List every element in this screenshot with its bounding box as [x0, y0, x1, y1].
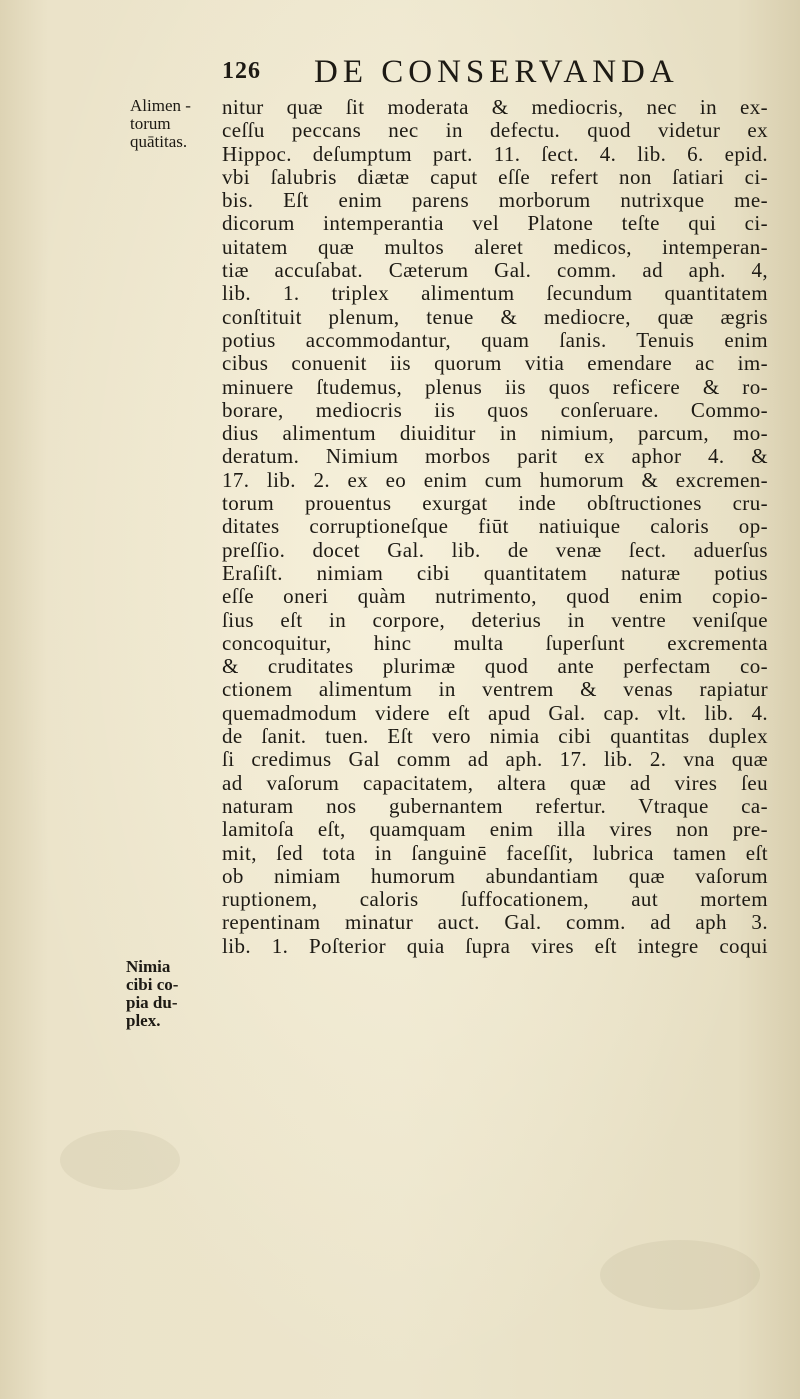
- text-line: Hippoc. deſumptum part. 11. ſect. 4. lib. 6. epid.: [222, 141, 768, 166]
- text-line: dius alimentum diuiditur in nimium, parcum, mo-: [222, 421, 768, 446]
- text-line: lib. 1. triplex alimentum ſecundum quantitatem: [222, 281, 768, 306]
- paper-stain: [600, 1240, 760, 1310]
- text-line: preſſio. docet Gal. lib. de venæ ſect. aduerſus: [222, 537, 768, 562]
- text-line: ctionem alimentum in ventrem & venas rapiatur: [222, 677, 768, 702]
- text-line: ob nimiam humorum abundantiam quæ vaſorum: [222, 863, 768, 888]
- text-line: 17. lib. 2. ex eo enim cum humorum & excremen-: [222, 467, 768, 492]
- text-line: ad vaſorum capacitatem, altera quæ ad vires ſeu: [222, 770, 768, 795]
- text-line: de ſanit. tuen. Eſt vero nimia cibi quantitas duplex: [222, 724, 768, 749]
- text-line: tiæ accuſabat. Cæterum Gal. comm. ad aph. 4,: [222, 258, 768, 283]
- margin-note-alimentorum: [130, 97, 222, 151]
- text-line: torum prouentus exurgat inde obſtructiones cru-: [222, 491, 768, 516]
- text-line: vbi ſalubris diætæ caput eſſe refert non ſatiari ci-: [222, 164, 768, 189]
- margin-note-line: Alimen -: [130, 96, 191, 115]
- text-line: ruptionem, caloris ſuffocationem, aut mortem: [222, 887, 768, 912]
- text-line: Eraſiſt. nimiam cibi quantitatem naturæ potius: [222, 560, 768, 585]
- text-line: conſtituit plenum, tenue & mediocre, quæ ægris: [222, 304, 768, 329]
- page-number: 126: [222, 58, 261, 84]
- running-title: DE CONSERVANDA: [314, 54, 679, 90]
- text-line: lamitoſa eſt, quamquam enim illa vires non pre-: [222, 817, 768, 842]
- text-line: ceſſu peccans nec in defectu. quod videtur ex: [222, 118, 768, 143]
- margin-note-line: quātitas.: [130, 132, 188, 151]
- text-line: deratum. Nimium morbos parit ex aphor 4. &: [222, 444, 768, 469]
- text-line: dicorum intemperantia vel Platone teſte qui ci-: [222, 211, 768, 236]
- text-line: borare, mediocris iis quos conſeruare. Commo-: [222, 397, 768, 422]
- margin-note-nimia: [126, 958, 218, 1030]
- text-line: potius accommodantur, quam ſanis. Tenuis enim: [222, 327, 768, 352]
- text-line: ſi credimus Gal comm ad aph. 17. lib. 2. vna quæ: [222, 747, 768, 772]
- margin-note-line: pia du-: [126, 993, 178, 1012]
- text-line: mit, ſed tota in ſanguinē faceſſit, lubrica tamen eſt: [222, 840, 768, 865]
- text-line: nitur quæ ſit moderata & mediocris, nec in ex-: [222, 95, 768, 119]
- margin-note-line: cibi co-: [126, 975, 179, 994]
- text-line: lib. 1. Poſterior quia ſupra vires eſt integre coqui: [222, 933, 768, 958]
- page-header: [222, 54, 742, 96]
- text-line: bis. Eſt enim parens morborum nutrixque me-: [222, 188, 768, 213]
- margin-note-line: torum: [130, 114, 171, 133]
- text-line: & cruditates plurimæ quod ante perfectam co-: [222, 654, 768, 679]
- text-line: ſius eſt in corpore, deterius in ventre veniſque: [222, 607, 768, 632]
- text-line: uitatem quæ multos aleret medicos, intemperan-: [222, 234, 768, 259]
- text-line: quemadmodum videre eſt apud Gal. cap. vlt. lib. 4.: [222, 700, 768, 725]
- text-line: naturam nos gubernantem refertur. Vtraque ca-: [222, 793, 768, 818]
- text-line: cibus conuenit iis quorum vitia emendare ac im-: [222, 351, 768, 376]
- body-text: [222, 96, 768, 958]
- text-line: ditates corruptioneſque fiūt natiuique caloris op-: [222, 514, 768, 539]
- text-line: repentinam minatur auct. Gal. comm. ad aph 3.: [222, 910, 768, 935]
- text-line: eſſe oneri quàm nutrimento, quod enim copio-: [222, 584, 768, 609]
- paper-stain: [60, 1130, 180, 1190]
- text-line: concoquitur, hinc multa ſuperſunt excrementa: [222, 630, 768, 655]
- text-line: minuere ſtudemus, plenus iis quos reficere & ro-: [222, 374, 768, 399]
- margin-note-line: Nimia: [126, 957, 171, 976]
- margin-note-line: plex.: [126, 1011, 161, 1030]
